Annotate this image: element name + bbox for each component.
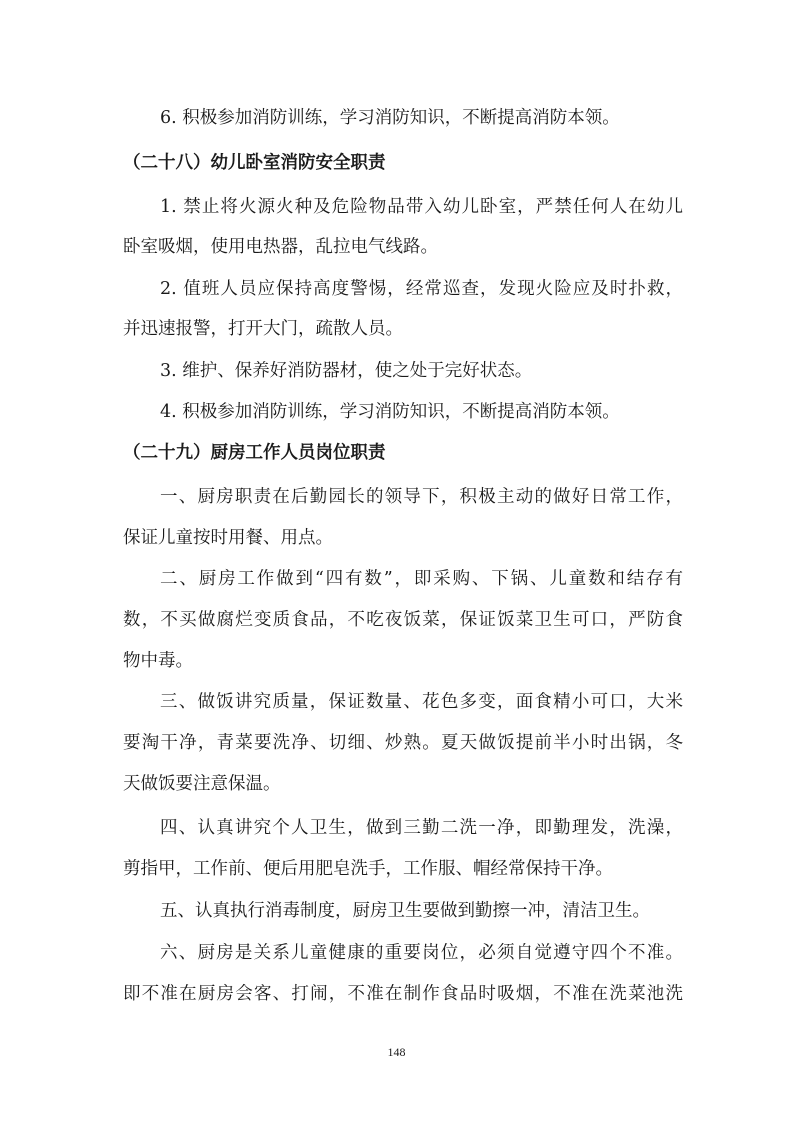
paragraph-line: 即不准在厨房会客、打闹，不准在制作食品时吸烟，不准在洗菜池洗 <box>123 984 683 1004</box>
paragraph-line: 保证儿童按时用餐、用点。 <box>123 528 333 548</box>
paragraph-line: 物中毒。 <box>123 651 193 671</box>
section-heading: （二十九）厨房工作人员岗位职责 <box>123 443 386 463</box>
paragraph-line: 一、厨房职责在后勤园长的领导下，积极主动的做好日常工作， <box>160 487 683 507</box>
paragraph-line: 3. 维护、保养好消防器材，使之处于完好状态。 <box>160 361 533 381</box>
paragraph-line: 2. 值班人员应保持高度警惕，经常巡查，发现火险应及时扑救， <box>160 279 683 299</box>
paragraph-line: 三、做饭讲究质量，保证数量、花色多变，面食精小可口，大米 <box>160 692 683 712</box>
paragraph-line: 剪指甲，工作前、便后用肥皂洗手，工作服、帽经常保持干净。 <box>123 859 613 879</box>
section-heading: （二十八）幼儿卧室消防安全职责 <box>123 153 386 173</box>
paragraph-line: 要淘干净，青菜要洗净、切细、炒熟。夏天做饭提前半小时出锅，冬 <box>123 733 683 753</box>
paragraph-line: 4. 积极参加消防训练，学习消防知识，不断提高消防本领。 <box>160 402 620 422</box>
paragraph-line: 卧室吸烟，使用电热器，乱拉电气线路。 <box>123 237 438 257</box>
paragraph-line: 天做饭要注意保温。 <box>123 774 281 794</box>
paragraph-line: 1. 禁止将火源火种及危险物品带入幼儿卧室，严禁任何人在幼儿 <box>160 197 683 217</box>
paragraph-line: 四、认真讲究个人卫生，做到三勤二洗一净，即勤理发，洗澡， <box>160 818 683 838</box>
paragraph-line: 数，不买做腐烂变质食品，不吃夜饭菜，保证饭菜卫生可口，严防食 <box>123 610 683 630</box>
paragraph-line: 二、厨房工作做到“四有数”，即采购、下锅、儿童数和结存有 <box>160 569 683 589</box>
paragraph-line: 五、认真执行消毒制度，厨房卫生要做到勤擦一冲，清洁卫生。 <box>160 901 650 921</box>
paragraph-line: 六、厨房是关系儿童健康的重要岗位，必须自觉遵守四个不准。 <box>160 943 683 963</box>
paragraph-line: 并迅速报警，打开大门，疏散人员。 <box>123 319 403 339</box>
paragraph-line: 6. 积极参加消防训练，学习消防知识，不断提高消防本领。 <box>160 108 620 128</box>
page-number: 148 <box>387 1045 406 1059</box>
